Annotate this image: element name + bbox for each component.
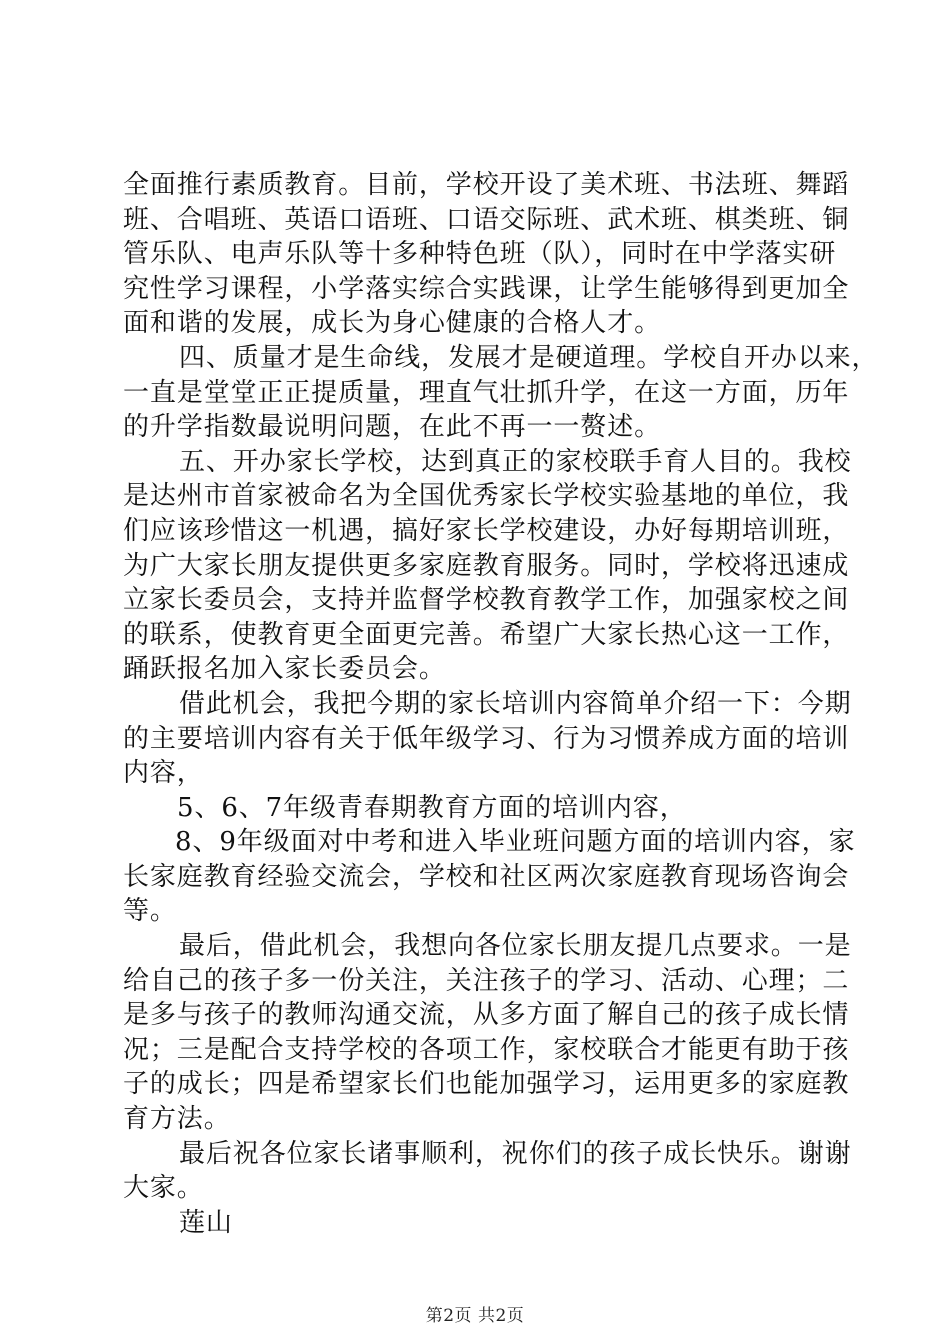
signature-line: 莲山	[179, 1207, 233, 1238]
paragraph-start-line: 五、开办家长学校，达到真正的家校联手育人目的。我校	[179, 446, 852, 477]
text-line: 的联系，使教育更全面更完善。希望广大家长热心这一工作，	[123, 619, 850, 650]
text-line: 班、合唱班、英语口语班、口语交际班、武术班、棋类班、铜	[123, 204, 850, 235]
text-line: 大家。	[123, 1173, 204, 1204]
text-line: 的主要培训内容有关于低年级学习、行为习惯养成方面的培训	[123, 723, 850, 754]
text-line: 全面推行素质教育。目前，学校开设了美术班、书法班、舞蹈	[123, 170, 850, 200]
text-line: 给自己的孩子多一份关注，关注孩子的学习、活动、心理；二	[123, 965, 850, 996]
paragraph-start-line: 8、9年级面对中考和进入毕业班问题方面的培训内容，家	[175, 827, 856, 858]
page-number-footer: 第2页 共2页	[425, 1306, 525, 1326]
text-line: 是多与孩子的教师沟通交流，从多方面了解自己的孩子成长情	[123, 1000, 850, 1031]
text-line: 一直是堂堂正正提质量，理直气壮抓升学，在这一方面，历年	[123, 377, 850, 408]
text-line: 长家庭教育经验交流会，学校和社区两次家庭教育现场咨询会	[123, 861, 850, 892]
paragraph-start-line: 借此机会，我把今期的家长培训内容简单介绍一下：今期	[179, 688, 852, 719]
text-line: 是达州市首家被命名为全国优秀家长学校实验基地的单位，我	[123, 481, 850, 512]
text-line: 为广大家长朋友提供更多家庭教育服务。同时，学校将迅速成	[123, 550, 850, 581]
text-line: 踊跃报名加入家长委员会。	[123, 654, 446, 685]
text-line: 的升学指数最说明问题，在此不再一一赘述。	[123, 412, 662, 443]
text-line: 内容，	[123, 758, 204, 789]
text-line: 们应该珍惜这一机遇，搞好家长学校建设，办好每期培训班，	[123, 515, 850, 546]
text-line: 子的成长；四是希望家长们也能加强学习，运用更多的家庭教	[123, 1069, 850, 1100]
text-line: 究性学习课程，小学落实综合实践课，让学生能够得到更加全	[123, 273, 850, 304]
paragraph-start-line: 四、质量才是生命线，发展才是硬道理。学校自开办以来，	[179, 342, 879, 373]
text-line: 面和谐的发展，成长为身心健康的合格人才。	[123, 308, 662, 339]
text-line: 育方法。	[123, 1104, 231, 1135]
paragraph-start-line: 5、6、7年级青春期教育方面的培训内容，	[177, 792, 687, 823]
text-line: 况；三是配合支持学校的各项工作，家校联合才能更有助于孩	[123, 1034, 850, 1065]
document-body	[123, 168, 879, 1240]
text-line: 管乐队、电声乐队等十多种特色班（队），同时在中学落实研	[123, 239, 837, 270]
paragraph-start-line: 最后，借此机会，我想向各位家长朋友提几点要求。一是	[179, 931, 852, 962]
text-line: 等。	[123, 896, 177, 927]
text-line: 立家长委员会，支持并监督学校教育教学工作，加强家校之间	[123, 585, 850, 616]
paragraph-start-line: 最后祝各位家长诸事顺利，祝你们的孩子成长快乐。谢谢	[179, 1138, 852, 1169]
